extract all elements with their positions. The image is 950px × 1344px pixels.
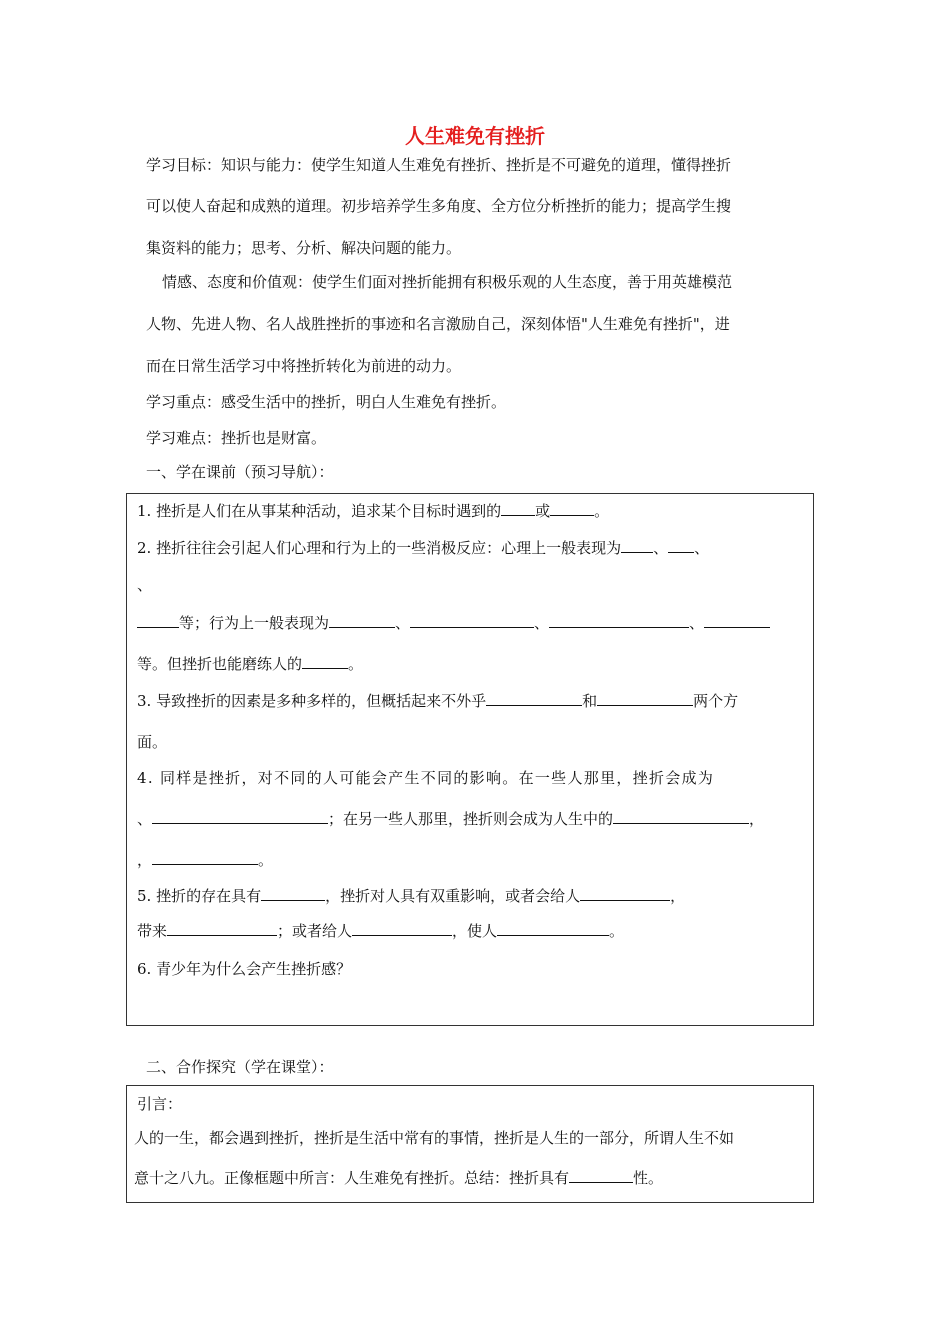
blank[interactable] [152,849,258,865]
blank[interactable] [302,653,348,669]
objectives-line-6: 而在日常生活学习中将挫折转化为前进的动力。 [146,357,462,375]
blank[interactable] [497,920,609,936]
question-3-end: 面。 [137,733,168,751]
preview-box [126,493,814,1026]
question-4: 4. 同样是挫折，对不同的人可能会产生不同的影响。在一些人那里，挫折会成为 [137,769,715,787]
blank[interactable] [329,612,395,628]
question-2: 2. 挫折往往会引起人们心理和行为上的一些消极反应：心理上一般表现为 、 、 [137,539,710,557]
intro-text-2: 意十之八九。正像框题中所言：人生难免有挫折。总结：挫折具有 性。 [134,1169,664,1187]
question-1: 1. 挫折是人们在从事某种活动，追求某个目标时遇到的 或 。 [137,502,610,520]
blank[interactable] [550,500,594,516]
objectives-line-4: 情感、态度和价值观：使学生们面对挫折能拥有积极乐观的人生态度，善于用英雄模范 [162,273,733,291]
blank[interactable] [410,612,534,628]
question-3: 3. 导致挫折的因素是多种多样的，但概括起来不外乎 和 两个方 [137,692,739,710]
question-2-end: 等。但挫折也能磨练人的 。 [137,655,364,673]
blank[interactable] [167,920,277,936]
blank[interactable] [580,885,670,901]
question-4-end: ， 。 [137,851,274,869]
inquiry-box [126,1085,814,1203]
blank[interactable] [613,808,749,824]
section1-heading: 一、学在课前（预习导航）： [146,463,334,481]
section2-heading: 二、合作探究（学在课堂）： [146,1058,334,1076]
intro-label: 引言： [137,1095,183,1113]
question-2-sep: 、 [137,576,153,594]
question-6: 6. 青少年为什么会产生挫折感？ [137,960,352,978]
blank[interactable] [137,612,179,628]
key-point: 学习重点：感受生活中的挫折，明白人生难免有挫折。 [146,393,507,411]
blank[interactable] [704,612,770,628]
objectives-line-3: 集资料的能力；思考、分析、解决问题的能力。 [146,239,462,257]
objectives-line-5: 人物、先进人物、名人战胜挫折的事迹和名言激励自己，深刻体悟"人生难免有挫折"，进 [146,315,730,333]
question-5: 5. 挫折的存在具有 ，挫折对人具有双重影响，或者会给人 ， [137,887,686,905]
objectives-line-2: 可以使人奋起和成熟的道理。初步培养学生多角度、全方位分析挫折的能力；提高学生搜 [146,197,732,215]
blank[interactable] [668,537,694,553]
blank[interactable] [597,690,693,706]
blank[interactable] [621,537,653,553]
question-5-cont: 带来 ；或者给人 ，使人 。 [137,922,625,940]
objectives-line-1: 学习目标：知识与能力：使学生知道人生难免有挫折、挫折是不可避免的道理，懂得挫折 [146,156,732,174]
blank[interactable] [486,690,582,706]
blank[interactable] [152,808,328,824]
question-4-cont: 、 ；在另一些人那里，挫折则会成为人生中的 ， [137,810,765,828]
difficulty: 学习难点：挫折也是财富。 [146,429,327,447]
blank[interactable] [352,920,452,936]
question-2-cont: 等；行为上一般表现为 、 、 、 [137,612,770,633]
intro-text-1: 人的一生，都会遇到挫折，挫折是生活中常有的事情，挫折是人生的一部分，所谓人生不如 [134,1129,735,1147]
blank[interactable] [549,612,689,628]
page-title: 人生难免有挫折 [405,124,545,148]
blank[interactable] [569,1167,633,1183]
blank[interactable] [261,885,325,901]
blank[interactable] [501,500,535,516]
